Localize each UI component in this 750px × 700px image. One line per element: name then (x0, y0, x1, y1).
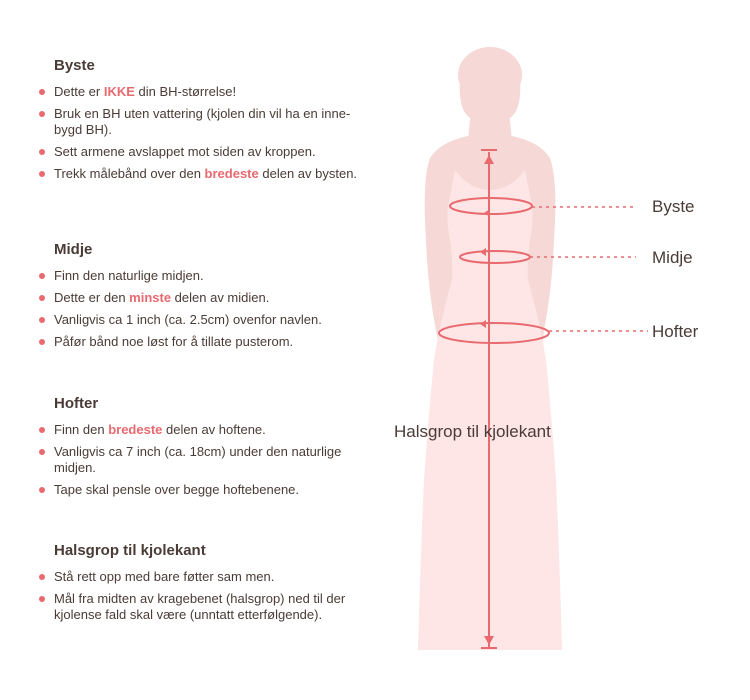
section-title-bust: Byste (54, 57, 95, 74)
section-title-length: Halsgrop til kjolekant (54, 542, 206, 559)
label-bust: Byste (652, 197, 695, 216)
list-item: Dette er IKKE din BH-størrelse! (38, 84, 368, 100)
list-item: Trekk målebånd over den bredeste delen av bysten. (38, 166, 368, 182)
highlight: minste (129, 290, 172, 305)
list-item: Vanligvis ca 1 inch (ca. 2.5cm) ovenfor navlen. (38, 312, 368, 328)
list-item: Finn den bredeste delen av hoftene. (38, 422, 368, 438)
list-item: Vanligvis ca 7 inch (ca. 18cm) under den naturlige midjen. (38, 444, 368, 476)
label-hips: Hofter (652, 322, 699, 341)
label-length: Halsgrop til kjolekant (394, 422, 551, 441)
section-title-waist: Midje (54, 241, 93, 258)
highlight: bredeste (204, 166, 259, 181)
list-item: Tape skal pensle over begge hoftebenene. (38, 482, 368, 498)
list-item: Påfør bånd noe løst for å tillate pusterom. (38, 334, 368, 350)
highlight: IKKE (103, 84, 135, 99)
section-title-hips: Hofter (54, 395, 99, 412)
highlight: bredeste (108, 422, 163, 437)
list-item: Sett armene avslappet mot siden av kroppen. (38, 144, 368, 160)
label-waist: Midje (652, 248, 693, 267)
list-item: Finn den naturlige midjen. (38, 268, 368, 284)
list-item: Mål fra midten av kragebenet (halsgrop) ned til der kjolense fald skal være (unntatt etterfølgende). (38, 591, 368, 623)
list-item: Stå rett opp med bare føtter sam men. (38, 569, 368, 585)
list-item: Bruk en BH uten vattering (kjolen din vil ha en inne-bygd BH). (38, 106, 368, 138)
list-item: Dette er den minste delen av midien. (38, 290, 368, 306)
